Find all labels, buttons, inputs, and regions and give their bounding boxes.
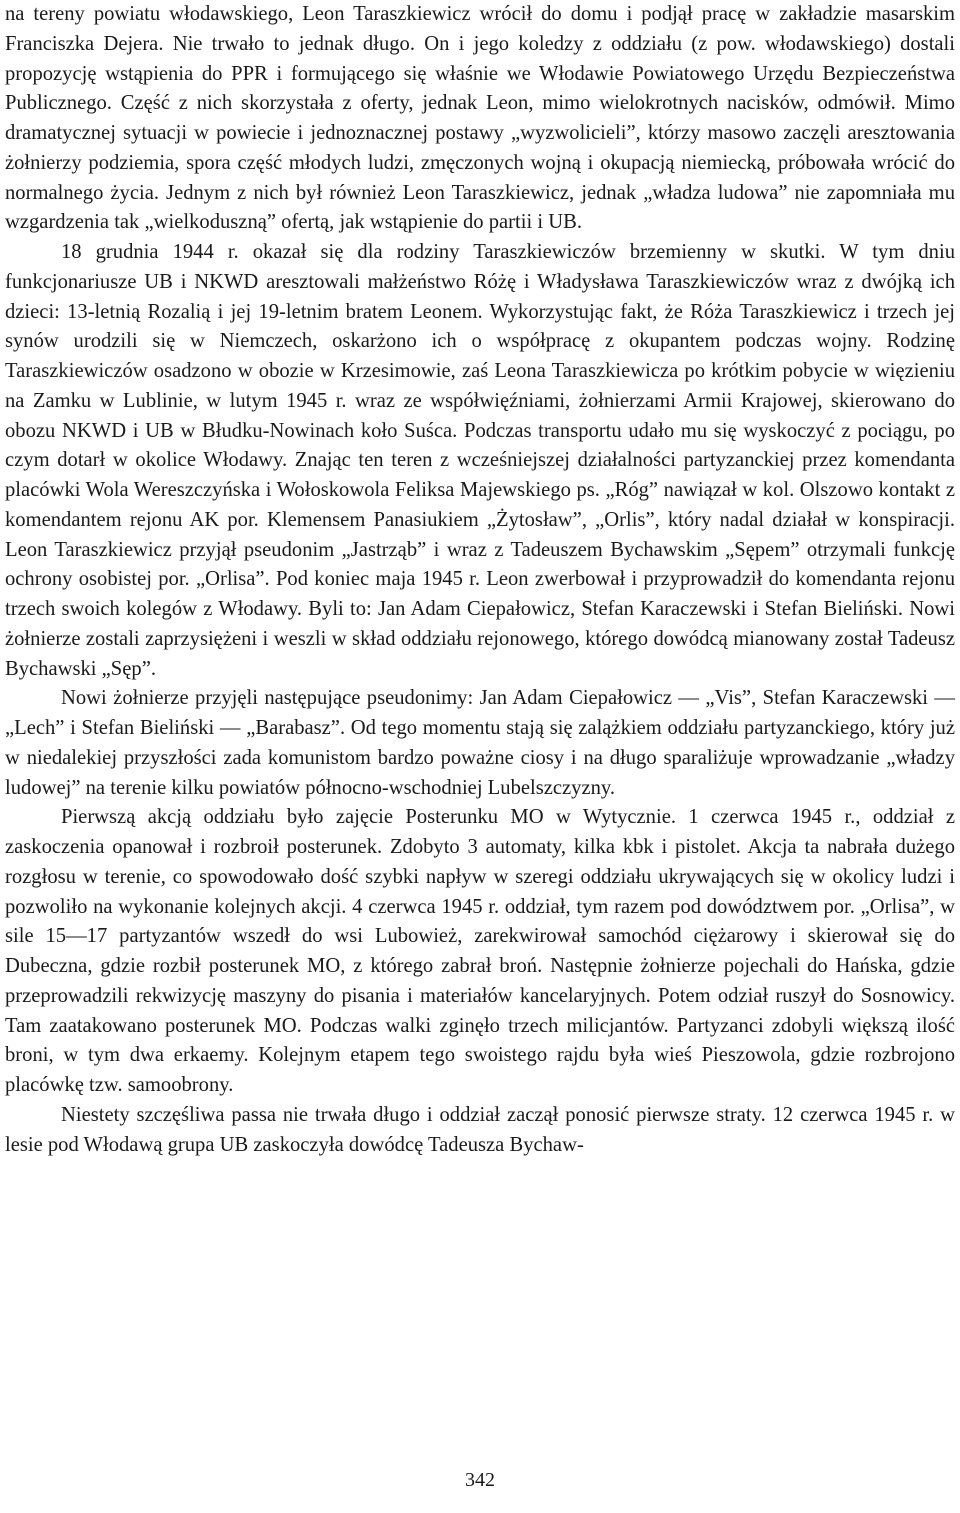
paragraph: Nowi żołnierze przyjęli następujące pseudonimy: Jan Adam Ciepałowicz — „Vis”, Stefan Karaczewski — „Lech” i Stefan Bieliński — „Barabasz”. Od tego momentu stają się zalążkiem oddziału partyzanckiego, który już w niedalekiej przyszłości zada komunistom bardzo poważne ciosy i na długo sparaliżuje wprowadzanie „władzy ludowej” na terenie kilku powiatów północno-wschodniej Lubelszczyzny.: [5, 687, 955, 799]
paragraph: Pierwszą akcją oddziału było zajęcie Posterunku MO w Wytycznie. 1 czerwca 1945 r., oddział z zaskoczenia opanował i rozbroił posterunek. Zdobyto 3 automaty, kilka kbk i pistolet. Akcja ta nabrała dużego rozgłosu w terenie, co spowodowało dość szybki napływ w szeregi oddziału ukrywających się w okolicy ludzi i pozwoliło na wykonanie kolejnych akcji. 4 czerwca 1945 r. oddział, tym razem pod dowództwem por. „Orlisa”, w sile 15—17 partyzantów wszedł do wsi Lubowież, zarekwirował samochód ciężarowy i skierował się do Dubeczna, gdzie rozbił posterunek MO, z którego zabrał broń. Następnie żołnierze pojechali do Hańska, gdzie przeprowadzili rekwizycję maszyny do pisania i materiałów kancelaryjnych. Potem odział ruszył do Sosnowicy. Tam zaatakowano posterunek MO. Podczas walki zginęło trzech milicjantów. Partyzanci zdobyli większą ilość broni, w tym dwa erkaemy. Kolejnym etapem tego swoistego rajdu była wieś Pieszowola, gdzie rozbrojono placówkę tzw. samoobrony.: [5, 806, 955, 1096]
document-page: [5, 0, 955, 1513]
body-text: [5, 0, 955, 1160]
paragraph: Niestety szczęśliwa passa nie trwała długo i oddział zaczął ponosić pierwsze straty. 12 czerwca 1945 r. w lesie pod Włodawą grupa UB zaskoczyła dowódcę Tadeusza Bychaw-: [5, 1103, 955, 1156]
paragraph: 18 grudnia 1944 r. okazał się dla rodziny Taraszkiewiczów brzemienny w skutki. W tym dniu funkcjonariusze UB i NKWD aresztowali małżeństwo Różę i Władysława Taraszkiewiczów wraz z dwójką ich dzieci: 13-letnią Rozalią i jej 19-letnim bratem Leonem. Wykorzystując fakt, że Róża Taraszkiewicz i trzech jej synów urodzili się w Niemczech, oskarżono ich o współpracę z okupantem podczas wojny. Rodzinę Taraszkiewiczów osadzono w obozie w Krzesimowie, zaś Leona Taraszkiewicza po krótkim pobycie w więzieniu na Zamku w Lublinie, w lutym 1945 r. wraz ze współwięźniami, żołnierzami Armii Krajowej, skierowano do obozu NKWD i UB w Błudku-Nowinach koło Suśca. Podczas transportu udało mu się wyskoczyć z pociągu, po czym dotarł w okolice Włodawy. Znając ten teren z wcześniejszej działalności partyzanckiej przez komendanta placówki Wola Wereszczyńska i Wołoskowola Feliksa Majewskiego ps. „Róg” nawiązał w kol. Olszowo kontakt z komendantem rejonu AK por. Klemensem Panasiukiem „Żytosław”, „Orlis”, który nadal działał w konspiracji. Leon Taraszkiewicz przyjął pseudonim „Jastrząb” i wraz z Tadeuszem Bychawskim „Sępem” otrzymali funkcję ochrony osobistej por. „Orlisa”. Pod koniec maja 1945 r. Leon zwerbował i przyprowadził do komendanta rejonu trzech swoich kolegów z Włodawy. Byli to: Jan Adam Ciepałowicz, Stefan Karaczewski i Stefan Bieliński. Nowi żołnierze zostali zaprzysiężeni i weszli w skład oddziału rejonowego, którego dowódcą mianowany został Tadeusz Bychawski „Sęp”.: [5, 241, 955, 680]
page-number: 342: [465, 1469, 495, 1491]
paragraph: na tereny powiatu włodawskiego, Leon Taraszkiewicz wrócił do domu i podjął pracę w zakładzie masarskim Franciszka Dejera. Nie trwało to jednak długo. On i jego koledzy z oddziału (z pow. włodawskiego) dostali propozycję wstąpienia do PPR i formującego się właśnie we Włodawie Powiatowego Urzędu Bezpieczeństwa Publicznego. Część z nich skorzystała z oferty, jednak Leon, mimo wielokrotnych nacisków, odmówił. Mimo dramatycznej sytuacji w powiecie i jednoznacznej postawy „wyzwolicieli”, którzy masowo zaczęli aresztowania żołnierzy podziemia, spora część młodych ludzi, zmęczonych wojną i okupacją niemiecką, próbowała wrócić do normalnego życia. Jednym z nich był również Leon Taraszkiewicz, jednak „władza ludowa” nie zapomniała mu wzgardzenia tak „wielkoduszną” ofertą, jak wstąpienie do partii i UB.: [5, 3, 955, 234]
